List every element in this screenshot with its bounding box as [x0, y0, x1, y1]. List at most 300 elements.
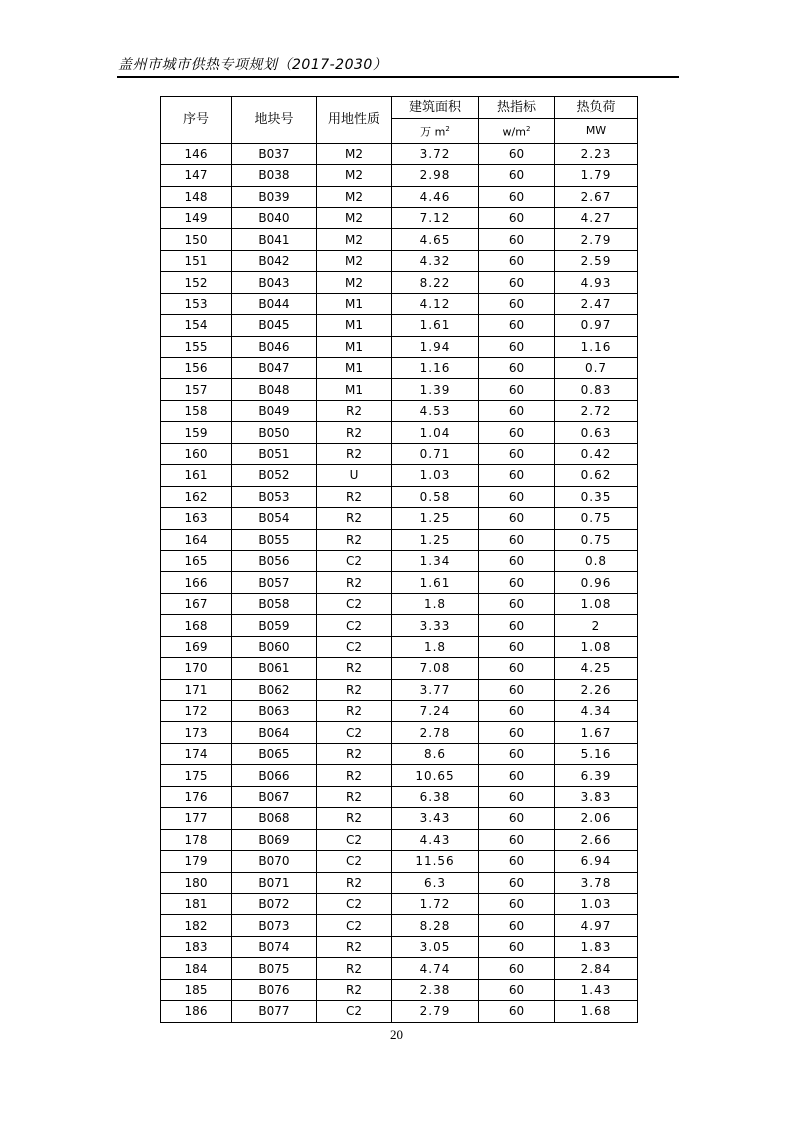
cell-land-use: R2 [317, 808, 392, 829]
cell-load: 0.7 [555, 358, 638, 379]
cell-area: 4.32 [392, 250, 479, 271]
cell-indicator: 60 [479, 400, 555, 421]
table-row [161, 979, 638, 1000]
cell-area: 7.08 [392, 658, 479, 679]
table-row [161, 358, 638, 379]
cell-no: 183 [161, 936, 232, 957]
cell-load: 0.62 [555, 465, 638, 486]
cell-load: 3.83 [555, 786, 638, 807]
cell-land-use: R2 [317, 786, 392, 807]
table-row [161, 658, 638, 679]
cell-area: 8.6 [392, 743, 479, 764]
cell-land-use: R2 [317, 658, 392, 679]
cell-plot: B067 [232, 786, 317, 807]
cell-load: 0.42 [555, 443, 638, 464]
cell-plot: B038 [232, 165, 317, 186]
cell-land-use: M2 [317, 143, 392, 164]
table-row [161, 443, 638, 464]
cell-no: 153 [161, 293, 232, 314]
table-row [161, 851, 638, 872]
cell-plot: B066 [232, 765, 317, 786]
cell-land-use: C2 [317, 829, 392, 850]
cell-load: 2.79 [555, 229, 638, 250]
cell-plot: B071 [232, 872, 317, 893]
cell-no: 163 [161, 508, 232, 529]
cell-area: 1.25 [392, 529, 479, 550]
cell-area: 7.12 [392, 207, 479, 228]
table-row [161, 701, 638, 722]
cell-load: 1.08 [555, 636, 638, 657]
cell-indicator: 60 [479, 229, 555, 250]
cell-plot: B075 [232, 958, 317, 979]
cell-no: 176 [161, 786, 232, 807]
cell-no: 166 [161, 572, 232, 593]
cell-area: 11.56 [392, 851, 479, 872]
cell-indicator: 60 [479, 443, 555, 464]
cell-area: 7.24 [392, 701, 479, 722]
cell-indicator: 60 [479, 636, 555, 657]
table-row [161, 207, 638, 228]
cell-indicator: 60 [479, 658, 555, 679]
cell-area: 2.78 [392, 722, 479, 743]
cell-no: 157 [161, 379, 232, 400]
cell-plot: B077 [232, 1001, 317, 1022]
cell-plot: B068 [232, 808, 317, 829]
cell-plot: B054 [232, 508, 317, 529]
table-row [161, 422, 638, 443]
cell-no: 182 [161, 915, 232, 936]
cell-land-use: M2 [317, 229, 392, 250]
running-header: 盖州市城市供热专项规划（2017-2030） [118, 57, 388, 73]
cell-load: 1.16 [555, 336, 638, 357]
cell-no: 148 [161, 186, 232, 207]
cell-land-use: C2 [317, 722, 392, 743]
table-row [161, 679, 638, 700]
cell-plot: B052 [232, 465, 317, 486]
cell-plot: B045 [232, 315, 317, 336]
cell-indicator: 60 [479, 701, 555, 722]
cell-load: 0.75 [555, 529, 638, 550]
cell-land-use: M2 [317, 186, 392, 207]
cell-land-use: R2 [317, 679, 392, 700]
cell-load: 2.67 [555, 186, 638, 207]
heat-load-table [160, 96, 638, 1023]
cell-load: 1.83 [555, 936, 638, 957]
cell-plot: B041 [232, 229, 317, 250]
cell-land-use: C2 [317, 893, 392, 914]
cell-no: 147 [161, 165, 232, 186]
cell-plot: B069 [232, 829, 317, 850]
cell-land-use: C2 [317, 636, 392, 657]
unit-indicator [479, 119, 555, 144]
col-header-indicator: 热指标 [479, 97, 555, 119]
cell-indicator: 60 [479, 743, 555, 764]
cell-load: 1.67 [555, 722, 638, 743]
header-rule [117, 76, 679, 78]
table-row [161, 143, 638, 164]
cell-indicator: 60 [479, 465, 555, 486]
cell-plot: B074 [232, 936, 317, 957]
table-row [161, 786, 638, 807]
cell-indicator: 60 [479, 550, 555, 571]
cell-land-use: R2 [317, 979, 392, 1000]
table-row [161, 336, 638, 357]
table-row [161, 572, 638, 593]
cell-no: 159 [161, 422, 232, 443]
cell-land-use: M2 [317, 165, 392, 186]
cell-indicator: 60 [479, 529, 555, 550]
table-row [161, 936, 638, 957]
cell-no: 161 [161, 465, 232, 486]
unit-area-text: 万 m [420, 125, 446, 139]
cell-plot: B073 [232, 915, 317, 936]
cell-land-use: R2 [317, 422, 392, 443]
cell-load: 2.23 [555, 143, 638, 164]
cell-indicator: 60 [479, 893, 555, 914]
table-row [161, 508, 638, 529]
cell-load: 2.59 [555, 250, 638, 271]
cell-plot: B040 [232, 207, 317, 228]
cell-load: 1.03 [555, 893, 638, 914]
cell-plot: B049 [232, 400, 317, 421]
cell-land-use: R2 [317, 765, 392, 786]
col-header-plot: 地块号 [232, 97, 317, 144]
cell-no: 178 [161, 829, 232, 850]
cell-land-use: C2 [317, 915, 392, 936]
cell-no: 170 [161, 658, 232, 679]
cell-land-use: R2 [317, 572, 392, 593]
cell-indicator: 60 [479, 293, 555, 314]
cell-plot: B047 [232, 358, 317, 379]
cell-plot: B055 [232, 529, 317, 550]
cell-load: 6.39 [555, 765, 638, 786]
cell-no: 149 [161, 207, 232, 228]
cell-indicator: 60 [479, 593, 555, 614]
cell-area: 10.65 [392, 765, 479, 786]
cell-area: 2.98 [392, 165, 479, 186]
cell-indicator: 60 [479, 379, 555, 400]
cell-indicator: 60 [479, 572, 555, 593]
cell-load: 5.16 [555, 743, 638, 764]
cell-load: 4.25 [555, 658, 638, 679]
cell-area: 1.25 [392, 508, 479, 529]
table-row [161, 1001, 638, 1022]
cell-indicator: 60 [479, 915, 555, 936]
cell-indicator: 60 [479, 336, 555, 357]
cell-indicator: 60 [479, 508, 555, 529]
cell-plot: B042 [232, 250, 317, 271]
table-row [161, 765, 638, 786]
cell-load: 4.34 [555, 701, 638, 722]
cell-no: 151 [161, 250, 232, 271]
table-row [161, 465, 638, 486]
cell-indicator: 60 [479, 422, 555, 443]
cell-land-use: U [317, 465, 392, 486]
cell-plot: B051 [232, 443, 317, 464]
cell-indicator: 60 [479, 358, 555, 379]
cell-load: 4.97 [555, 915, 638, 936]
cell-no: 177 [161, 808, 232, 829]
cell-plot: B057 [232, 572, 317, 593]
cell-area: 0.58 [392, 486, 479, 507]
cell-indicator: 60 [479, 786, 555, 807]
cell-indicator: 60 [479, 315, 555, 336]
cell-load: 2.72 [555, 400, 638, 421]
cell-plot: B059 [232, 615, 317, 636]
cell-no: 160 [161, 443, 232, 464]
cell-load: 2.66 [555, 829, 638, 850]
cell-area: 4.46 [392, 186, 479, 207]
cell-land-use: M1 [317, 293, 392, 314]
cell-land-use: C2 [317, 550, 392, 571]
cell-load: 0.83 [555, 379, 638, 400]
cell-land-use: C2 [317, 593, 392, 614]
cell-indicator: 60 [479, 808, 555, 829]
cell-plot: B053 [232, 486, 317, 507]
cell-load: 0.75 [555, 508, 638, 529]
col-header-no: 序号 [161, 97, 232, 144]
cell-land-use: C2 [317, 615, 392, 636]
cell-land-use: R2 [317, 486, 392, 507]
cell-no: 156 [161, 358, 232, 379]
cell-area: 1.8 [392, 636, 479, 657]
cell-plot: B037 [232, 143, 317, 164]
cell-land-use: M1 [317, 336, 392, 357]
table-header-row [161, 97, 638, 119]
cell-area: 3.33 [392, 615, 479, 636]
table-row [161, 379, 638, 400]
table-row [161, 315, 638, 336]
cell-no: 169 [161, 636, 232, 657]
table-row [161, 808, 638, 829]
cell-land-use: M2 [317, 272, 392, 293]
cell-no: 152 [161, 272, 232, 293]
cell-plot: B050 [232, 422, 317, 443]
cell-land-use: M1 [317, 358, 392, 379]
col-header-land-use: 用地性质 [317, 97, 392, 144]
cell-no: 168 [161, 615, 232, 636]
col-header-load: 热负荷 [555, 97, 638, 119]
cell-no: 150 [161, 229, 232, 250]
cell-load: 2 [555, 615, 638, 636]
cell-no: 167 [161, 593, 232, 614]
cell-load: 0.97 [555, 315, 638, 336]
cell-load: 1.79 [555, 165, 638, 186]
table-row [161, 915, 638, 936]
cell-area: 1.61 [392, 315, 479, 336]
table-row [161, 893, 638, 914]
cell-indicator: 60 [479, 872, 555, 893]
cell-load: 1.68 [555, 1001, 638, 1022]
unit-area [392, 119, 479, 144]
cell-indicator: 60 [479, 486, 555, 507]
cell-indicator: 60 [479, 615, 555, 636]
cell-load: 4.93 [555, 272, 638, 293]
cell-plot: B065 [232, 743, 317, 764]
cell-plot: B044 [232, 293, 317, 314]
cell-indicator: 60 [479, 829, 555, 850]
cell-load: 2.84 [555, 958, 638, 979]
cell-indicator: 60 [479, 186, 555, 207]
cell-no: 175 [161, 765, 232, 786]
cell-land-use: M2 [317, 250, 392, 271]
cell-no: 186 [161, 1001, 232, 1022]
cell-land-use: R2 [317, 872, 392, 893]
cell-area: 4.65 [392, 229, 479, 250]
cell-plot: B056 [232, 550, 317, 571]
cell-no: 174 [161, 743, 232, 764]
cell-land-use: R2 [317, 400, 392, 421]
cell-no: 164 [161, 529, 232, 550]
cell-area: 3.43 [392, 808, 479, 829]
cell-land-use: R2 [317, 743, 392, 764]
cell-load: 0.35 [555, 486, 638, 507]
cell-indicator: 60 [479, 851, 555, 872]
cell-plot: B061 [232, 658, 317, 679]
cell-no: 146 [161, 143, 232, 164]
cell-indicator: 60 [479, 207, 555, 228]
unit-indicator-text: w/m [502, 125, 526, 139]
col-header-area: 建筑面积 [392, 97, 479, 119]
cell-no: 184 [161, 958, 232, 979]
table-row [161, 722, 638, 743]
cell-area: 1.16 [392, 358, 479, 379]
cell-plot: B046 [232, 336, 317, 357]
cell-area: 3.77 [392, 679, 479, 700]
table-row [161, 529, 638, 550]
cell-land-use: M1 [317, 315, 392, 336]
table-row [161, 165, 638, 186]
table-row [161, 400, 638, 421]
cell-no: 173 [161, 722, 232, 743]
table-row [161, 615, 638, 636]
cell-indicator: 60 [479, 165, 555, 186]
cell-no: 172 [161, 701, 232, 722]
cell-area: 1.04 [392, 422, 479, 443]
table-row [161, 293, 638, 314]
table-row [161, 186, 638, 207]
cell-land-use: R2 [317, 443, 392, 464]
cell-no: 155 [161, 336, 232, 357]
cell-plot: B048 [232, 379, 317, 400]
table-row [161, 486, 638, 507]
cell-load: 0.96 [555, 572, 638, 593]
cell-no: 185 [161, 979, 232, 1000]
cell-land-use: C2 [317, 851, 392, 872]
table-row [161, 743, 638, 764]
cell-load: 1.43 [555, 979, 638, 1000]
cell-indicator: 60 [479, 936, 555, 957]
cell-no: 165 [161, 550, 232, 571]
cell-area: 2.38 [392, 979, 479, 1000]
table-row [161, 958, 638, 979]
unit-load: MW [555, 119, 638, 144]
cell-plot: B063 [232, 701, 317, 722]
cell-plot: B043 [232, 272, 317, 293]
cell-land-use: R2 [317, 508, 392, 529]
cell-land-use: R2 [317, 958, 392, 979]
cell-plot: B064 [232, 722, 317, 743]
cell-area: 4.12 [392, 293, 479, 314]
cell-area: 3.05 [392, 936, 479, 957]
cell-area: 1.72 [392, 893, 479, 914]
unit-area-sup: 2 [445, 125, 450, 133]
cell-no: 179 [161, 851, 232, 872]
cell-land-use: R2 [317, 936, 392, 957]
table-row [161, 593, 638, 614]
cell-plot: B072 [232, 893, 317, 914]
cell-no: 171 [161, 679, 232, 700]
cell-load: 4.27 [555, 207, 638, 228]
cell-area: 0.71 [392, 443, 479, 464]
cell-area: 1.61 [392, 572, 479, 593]
cell-area: 6.3 [392, 872, 479, 893]
cell-land-use: M1 [317, 379, 392, 400]
cell-no: 162 [161, 486, 232, 507]
cell-area: 1.39 [392, 379, 479, 400]
cell-plot: B070 [232, 851, 317, 872]
cell-indicator: 60 [479, 679, 555, 700]
cell-area: 8.22 [392, 272, 479, 293]
table-row [161, 636, 638, 657]
page-number: 20 [390, 1027, 403, 1042]
cell-area: 2.79 [392, 1001, 479, 1022]
cell-plot: B060 [232, 636, 317, 657]
cell-land-use: R2 [317, 701, 392, 722]
cell-load: 2.47 [555, 293, 638, 314]
cell-area: 4.43 [392, 829, 479, 850]
cell-indicator: 60 [479, 958, 555, 979]
cell-plot: B076 [232, 979, 317, 1000]
cell-indicator: 60 [479, 272, 555, 293]
table-body [161, 143, 638, 1022]
cell-load: 2.26 [555, 679, 638, 700]
cell-indicator: 60 [479, 1001, 555, 1022]
cell-load: 0.63 [555, 422, 638, 443]
table-row [161, 872, 638, 893]
cell-area: 1.03 [392, 465, 479, 486]
unit-indicator-sup: 2 [525, 125, 531, 133]
cell-indicator: 60 [479, 722, 555, 743]
cell-no: 158 [161, 400, 232, 421]
cell-no: 154 [161, 315, 232, 336]
cell-indicator: 60 [479, 765, 555, 786]
cell-load: 3.78 [555, 872, 638, 893]
table-row [161, 829, 638, 850]
table-row [161, 550, 638, 571]
cell-land-use: R2 [317, 529, 392, 550]
cell-plot: B039 [232, 186, 317, 207]
cell-area: 8.28 [392, 915, 479, 936]
table-row [161, 272, 638, 293]
cell-indicator: 60 [479, 979, 555, 1000]
cell-load: 6.94 [555, 851, 638, 872]
cell-area: 4.53 [392, 400, 479, 421]
cell-plot: B058 [232, 593, 317, 614]
cell-load: 2.06 [555, 808, 638, 829]
cell-area: 1.94 [392, 336, 479, 357]
cell-land-use: C2 [317, 1001, 392, 1022]
cell-no: 180 [161, 872, 232, 893]
cell-area: 1.34 [392, 550, 479, 571]
cell-land-use: M2 [317, 207, 392, 228]
table-row [161, 250, 638, 271]
cell-indicator: 60 [479, 250, 555, 271]
cell-area: 3.72 [392, 143, 479, 164]
cell-load: 1.08 [555, 593, 638, 614]
table-row [161, 229, 638, 250]
cell-plot: B062 [232, 679, 317, 700]
